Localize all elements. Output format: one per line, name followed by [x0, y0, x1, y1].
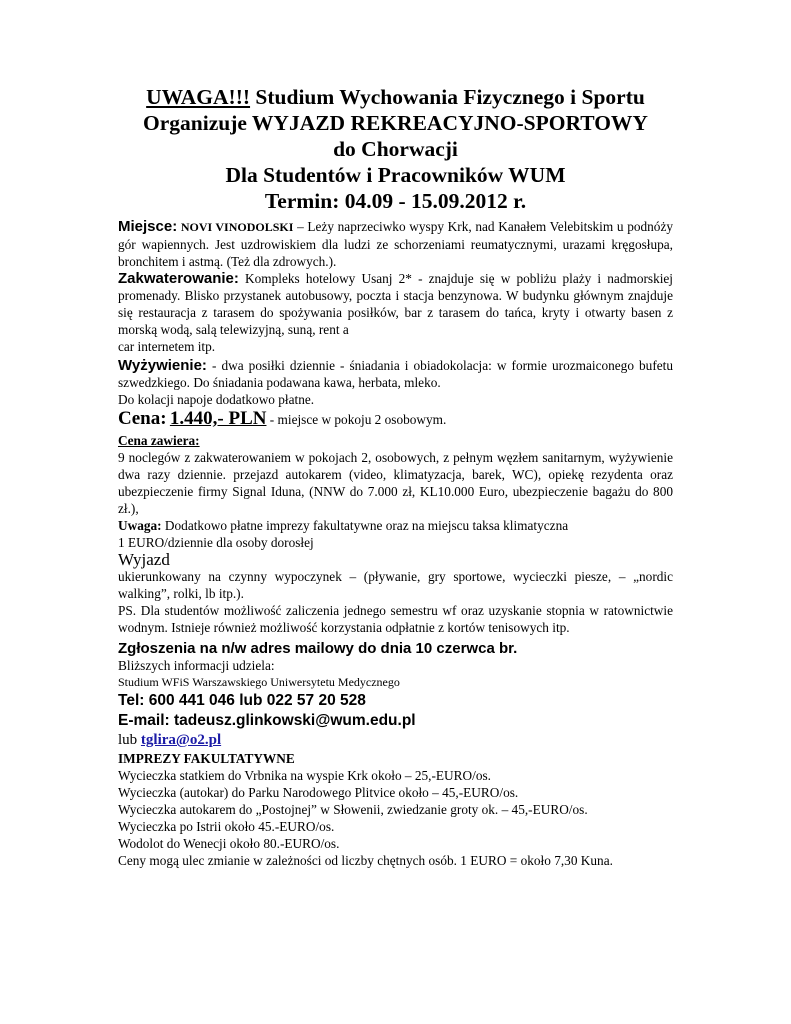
- tel-line: Tel: 600 441 046 lub 022 57 20 528: [118, 692, 366, 709]
- imprezy-list: [118, 767, 673, 869]
- miejsce-section: [118, 218, 673, 270]
- cena-zawiera-text: 9 noclegów z zakwaterowaniem w pokojach 2, osobowych, z pełnym węzłem sanitarnym, wyżywienie dwa razy dziennie. przejazd autokarem (video, klimatyzacja, barek, WC), opiekę rezydenta oraz ubezpieczenie firmy Signal Iduna, (NNW do 7.000 zł, KL10.000 Euro, ubezpieczenie bagażu do 800 zł.),: [118, 450, 673, 516]
- wyzywienie-text-2: Do kolacji napoje dodatkowo płatne.: [118, 392, 315, 407]
- header-line-1-rest: Studium Wychowania Fizycznego i Sportu: [255, 85, 645, 109]
- header-line-1: [118, 84, 673, 110]
- wyzywienie-text: - dwa posiłki dziennie - śniadania i obiadokolacja: w formie urozmaiconego bufetu szwedzkiego. Do śniadania podawana kawa, herbata, mleko.: [118, 358, 673, 390]
- uwaga-text: Dodatkowo płatne imprezy fakultatywne oraz na miejscu taksa klimatyczna: [164, 518, 569, 533]
- email-line: E-mail: tadeusz.glinkowski@wum.edu.pl: [118, 712, 416, 729]
- zakwaterowanie-label: Zakwaterowanie:: [118, 270, 239, 287]
- document-page: [118, 84, 673, 869]
- wyjazd-label: Wyjazd: [118, 550, 170, 569]
- imprezy-title: IMPREZY FAKULTATYWNE: [118, 751, 295, 766]
- warning-label: UWAGA!!!: [146, 85, 251, 109]
- zakwaterowanie-section: [118, 270, 673, 338]
- cena-section: [118, 410, 673, 428]
- cena-note: - miejsce w pokoju 2 osobowym.: [269, 412, 447, 427]
- cena-amount: 1.440,- PLN: [169, 408, 267, 429]
- header-line-4: Dla Studentów i Pracowników WUM: [225, 163, 566, 187]
- cena-label: Cena:: [118, 408, 167, 429]
- lub-text: lub: [118, 732, 138, 748]
- miejsce-place: NOVI VINODOLSKI: [180, 220, 294, 234]
- header-dates: Termin: 04.09 - 15.09.2012 r.: [264, 189, 527, 213]
- ps-note: PS. Dla studentów możliwość zaliczenia jednego semestru wf oraz uzyskanie stopnia w ratownictwie wodnym. Istnieje również możliwość korzystania odpłatnie z kortów tenisowych itp.: [118, 603, 673, 635]
- list-item: Wycieczka statkiem do Vrbnika na wyspie Krk około – 25,-EURO/os.: [118, 768, 491, 783]
- email2-link[interactable]: tglira@o2.pl: [140, 732, 222, 748]
- cena-zawiera-label: Cena zawiera:: [118, 433, 200, 448]
- list-item: Wycieczka autokarem do „Postojnej” w Słowenii, zwiedzanie groty ok. – 45,-EURO/os.: [118, 802, 588, 817]
- header-line-2: Organizuje WYJAZD REKREACYJNO-SPORTOWY: [143, 111, 648, 135]
- wyjazd-text: ukierunkowany na czynny wypoczynek – (pływanie, gry sportowe, wycieczki piesze, – „nordic walking”, rolki, lb itp.).: [118, 569, 673, 601]
- header-line-3: do Chorwacji: [333, 137, 458, 161]
- uwaga-line: [118, 517, 673, 534]
- email2-line: [118, 731, 673, 750]
- uwaga-text-2: 1 EURO/dziennie dla osoby dorosłej: [118, 535, 314, 550]
- miejsce-label: Miejsce:: [118, 218, 178, 235]
- list-item: Ceny mogą ulec zmianie w zależności od liczby chętnych osób. 1 EURO = około 7,30 Kuna.: [118, 853, 613, 868]
- zakwaterowanie-text: Kompleks hotelowy Usanj 2* - znajduje się w pobliżu plaży i nadmorskiej promenady. Blisko przystanek autobusowy, poczta i stacja benzynowa. W budynku głównym znajduje się restauracja z tarasem do spożywania posiłków, bar z tarasem do tańca, kryty i otwarty basen z morską wodą, salą telewizyjną, suną, rent a: [118, 271, 674, 337]
- cena-zawiera-label-line: [118, 432, 673, 449]
- blizszych-line: Bliższych informacji udziela:: [118, 658, 275, 673]
- zgloszenia-line: Zgłoszenia na n/w adres mailowy do dnia 10 czerwca br.: [118, 640, 518, 657]
- wyzywienie-section: [118, 357, 673, 391]
- wyzywienie-label: Wyżywienie:: [118, 357, 207, 374]
- list-item: Wodolot do Wenecji około 80.-EURO/os.: [118, 836, 340, 851]
- studium-line: Studium WFiS Warszawskiego Uniwersytetu Medycznego: [118, 675, 400, 689]
- list-item: Wycieczka po Istrii około 45.-EURO/os.: [118, 819, 335, 834]
- miejsce-text: – Leży naprzeciwko wyspy Krk, nad Kanałem Velebitskim u podnóży gór wapiennych. Jest uzdrowiskiem dla ludzi ze schorzeniami reumatycznymi, urazami kręgosłupa, bronchitem i astmą. (Też dla zdrowych.).: [118, 219, 673, 269]
- list-item: Wycieczka (autokar) do Parku Narodowego Plitvice około – 45,-EURO/os.: [118, 785, 519, 800]
- uwaga-label: Uwaga:: [118, 518, 162, 533]
- zakwaterowanie-text-2: car internetem itp.: [118, 339, 216, 354]
